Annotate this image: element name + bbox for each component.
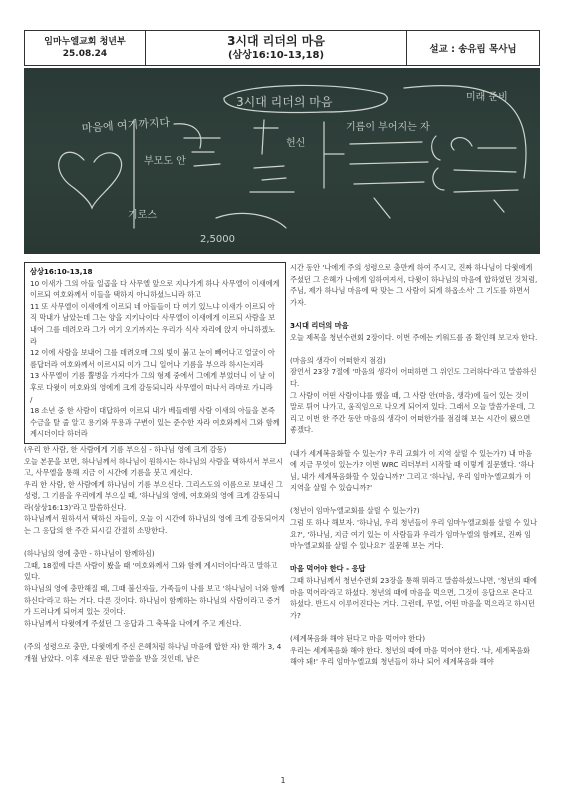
paragraph: 우리 한 사람, 한 사람에게 하나님이 기름 부으신다. 그리스도의 이름으로 보내신 그 성령, 그 기름을 우리에게 부으실 때, '하나님의 영에, 여호와의 영에 크게 감동되니라(삼상16:13)'라고 말씀하신다. [24,479,283,512]
spacer [290,436,538,448]
verse-18: 18 소년 중 한 사람이 대답하여 이르되 내가 베들레헴 사람 이새의 아들을 본즉 수금을 탈 줄 알고 용기와 무용과 구변이 있는 준수한 자라 여호와께서 그와 함께 계시더이다 하더라 [30,406,280,439]
chalk-text-left: 마음에 여기까지다 [81,115,171,135]
paragraph: 시간 동안 '나에게 주의 성령으로 충만케 하여 주시고, 진짜 하나님이 다윗에게 주셨던 그 은혜가 나에게 임하여져서, 다윗이 하나님의 마음에 합하였던 것처럼, 주님, 제가 하나님 마음에 딱 맞는 그 사람이 되게 하옵소서' 그 기도를 하면서 가자. [290,263,538,307]
chalk-text-b: 기로스 [128,210,157,221]
chalkboard-drawing [24,68,540,254]
paragraph: (청년이 임마누엘교회를 살릴 수 있는가?) [290,506,420,516]
paragraph: (우리 한 사람, 한 사람에게 기름 부으심 - 하나님 영에 크게 감동) [24,444,227,454]
page-number: 1 [280,776,286,785]
paragraph: 하나님의 영에 충만해질 때, 그때 불신자들, 가족들이 나를 보고 '하나님이 너와 함께하신다'라고 하는 거다. 다른 것이다. 하나님이 함께하는 하나님의 사람이라고 증거가 드러나게 되어져 있는 것이다. [24,584,285,617]
verse-13: 13 사무엘이 기름 뿔병을 가져다가 그의 형제 중에서 그에게 부었더니 이 날 이후로 다윗이 여호와의 영에게 크게 감동되니라 사무엘이 떠나서 라마로 가니라 [30,371,275,392]
paragraph: 하나님께서 다윗에게 주셨던 그 응답과 그 축복을 나에게 주고 계신다. [24,618,242,628]
spacer [290,552,538,564]
paragraph: (세계복음화 해야 된다고 마음 먹어야 한다) [290,634,426,643]
chalkboard-photo [24,68,540,254]
paragraph: 하나님께서 원하셔서 택하신 자들이, 오늘 이 시간에 하나님의 영에 크게 감동되어지는 그 응답의 한 주간 되시길 간절히 소망한다. [24,514,286,536]
spacer [290,621,538,633]
sermon-title: 3시대 리더의 마음 [227,34,325,48]
right-column [290,262,538,668]
paragraph: 오늘 제목을 청년수련회 2장이다. 이번 주에는 키워드를 좀 확인해 보고자 한다. [290,332,538,342]
scripture-box [24,262,286,444]
paragraph: 그 사람이 어떤 사람이냐를 했을 때, 그 사람 안(마음, 생각)에 들어 있는 것이 말로 튀어 나가고, 움직임으로 나오게 되어져 있다. 그래서 오늘 말씀가운데, 그리고 이번 한 주간 동안 마음의 생각이 어떠한가를 점검해 보는 시간이 됐으면 좋겠다. [290,390,535,435]
left-column [24,262,286,664]
spacer [24,537,286,549]
chalk-text-c: 헌신 [286,138,306,149]
spacer [24,629,286,641]
sermon-header [24,30,540,66]
verse-separator: / [30,394,33,404]
paragraph: (마음의 생각이 어떠한지 점검) [290,355,386,365]
chalk-text-d: 2,5000 [200,234,235,245]
paragraph: 우리는 세계복음화 해야 한다. 청년의 때에 마음 먹어야 한다. '나, 세계복음화 해야 돼!' 우리 임마누엘교회 청년들이 하나 되어 세계복음화 해야 [290,645,530,667]
paragraph: (내가 세계복음화할 수 있는가? 우리 교회가 이 지역 살릴 수 있는가?) 내 마음에 지금 무엇이 있는가? 이번 WRC 리더부터 시작할 때 이렇게 질문했다. '하나님, 내가 세계복음화할 수 있습니까?' 그리고 '하나님, 우리 임마누엘교회가 이 지역을 살릴 수 있습니까?' [290,448,535,493]
spacer [290,308,538,320]
paragraph: (하나님의 영에 충만 - 하나님이 함께하심) [24,549,155,559]
chalk-title: 3시대 리더의 마음 [236,95,333,109]
paragraph: 그럼 또 하나 해보자. '하나님, 우리 청년들이 우리 임마누엘교회를 살릴 수 있나요?', '하나님, 지금 여기 있는 이 사람들과 우리가 임마누엘의 함께로, 진짜 임마누엘교회를 살릴 수 있나요?' 질문해 보는 거다. [290,518,537,551]
chalk-text-f: 미래 준비 [466,92,508,103]
spacer [290,343,538,355]
sermon-date: 25.08.24 [62,49,108,59]
paragraph: 오늘 본문을 보면, 하나님께서 하나님이 원하시는 하나님의 사람을 택하셔서 부르시고, 사무엘을 통해 지금 이 시간에 기름을 붓고 계신다. [24,456,283,478]
verse-12: 12 이에 사람을 보내어 그를 데려오매 그의 빛이 붉고 눈이 빼어나고 얼굴이 아름답더라 여호와께서 이르시되 이가 그니 일어나 기름을 부으라 하시는지라 [30,348,275,369]
verse-11: 11 또 사무엘이 이새에게 이르되 네 아들들이 다 여기 있느냐 이새가 이르되 아직 막내가 남았는데 그는 양을 지키나이다 사무엘이 이새에게 이르되 사람을 보내어 그를 데려오라 그가 여기 오기까지는 우리가 식사 자리에 앉지 아니하겠노라 [30,301,276,346]
church-info [25,31,146,65]
verse-10: 10 이새가 그의 아들 일곱을 다 사무엘 앞으로 지나가게 하나 사무엘이 이새에게 이르되 여호와께서 이들을 택하지 아니하셨느니라 하고 [30,278,280,300]
paragraph: 그때, 18절에 다른 사람이 봤을 때 '여호와께서 그와 함께 계시더이다'라고 말하고 있다. [24,560,278,582]
paragraph: 그때 하나님께서 청년수련회 23장을 통해 뭐라고 말씀하셨느냐면, '청년의 때에 마음 먹어라'라고 하셨다. 청년의 때에 마음을 먹으면, 그것이 응답으로 온다고 하셨다. 반드시 이루어진다는 거다. 그런데, 무얼, 어떤 마음을 먹으라고 하시던가? [290,576,537,620]
paragraph: (주의 성령으로 충만, 다윗에게 주신 은혜처럼 하나님 마음에 합한 자) 한 해가 3, 4개월 남았다. 이후 새로운 원단 말씀을 받을 것인데, 남은 [24,642,282,663]
section-heading: 마음 먹어야 한다 - 응답 [290,564,366,574]
preacher: 설교 : 송유림 목사님 [429,44,517,55]
chalk-text-a: 부모도 안 [144,156,186,167]
paragraph: 잠언서 23장 7절에 '마음의 생각이 어떠하면 그 위인도 그러하다'라고 말씀하신다. [290,367,537,388]
scripture-heading: 삼상16:10-13,18 [30,267,93,276]
section-heading: 3시대 리더의 마음 [290,320,349,330]
church-name: 임마누엘교회 청년부 [44,37,126,47]
sermon-reference: (삼상16:10-13,18) [227,50,325,61]
chalk-text-e: 기름이 부어지는 자 [346,122,430,133]
spacer [290,494,538,506]
sermon-title-block [146,31,407,65]
